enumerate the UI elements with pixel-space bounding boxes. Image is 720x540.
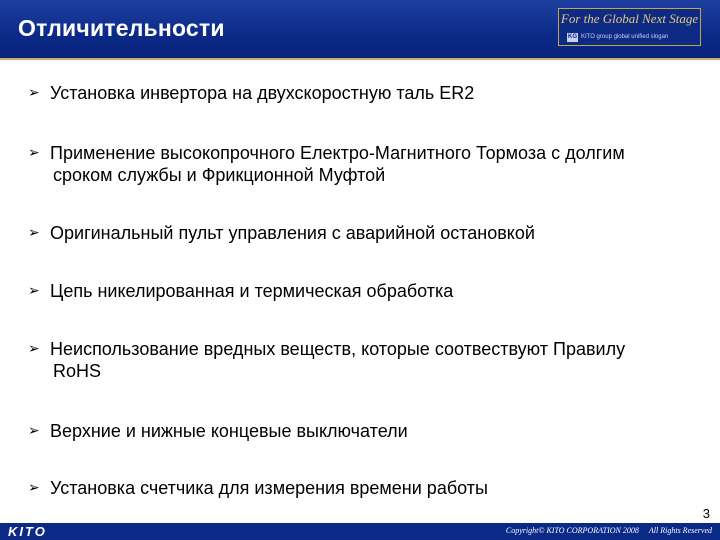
bullet-text — [50, 477, 710, 499]
bullet-line: Установка счетчика для измерения времени работы — [50, 478, 488, 498]
bullet-line: Неиспользование вредных веществ, которые соотвествуют Правилу — [50, 339, 626, 359]
arrow-bullet-icon: ➢ — [28, 341, 40, 357]
footer-copyright — [506, 526, 712, 535]
bullet-text — [50, 338, 710, 382]
bullet-line-continuation: RoHS — [53, 361, 102, 381]
footer-bar — [0, 523, 720, 540]
bullet-line: Установка инвертора на двухскоростную таль ER2 — [50, 83, 475, 103]
arrow-bullet-icon: ➢ — [28, 283, 40, 299]
arrow-bullet-icon: ➢ — [28, 85, 40, 101]
arrow-bullet-icon: ➢ — [28, 145, 40, 161]
header-divider — [0, 58, 720, 60]
header-bar — [0, 0, 720, 58]
badge-subtext: KITO group global unified slogan — [581, 34, 669, 40]
bullet-line: Верхние и нижные концевые выключатели — [50, 421, 408, 441]
badge-slogan: For the Global Next Stage — [560, 11, 699, 26]
rights-text: All Rights Reserved — [648, 526, 712, 535]
bullet-text — [50, 142, 710, 186]
arrow-bullet-icon: ➢ — [28, 480, 40, 496]
arrow-bullet-icon: ➢ — [28, 423, 40, 439]
bullet-line: Оригинальный пульт управления с аварийной остановкой — [50, 223, 535, 243]
bullet-line-continuation: сроком службы и Фрикционной Муфтой — [53, 165, 386, 185]
page-number: 3 — [702, 506, 710, 521]
bullet-text — [50, 82, 710, 104]
kito-logo: KITO — [8, 524, 47, 539]
kito-group-logo-icon: KG — [568, 33, 577, 40]
slide-title: Отличительности — [18, 15, 225, 41]
bullet-line: Цепь никелированная и термическая обработка — [50, 281, 454, 301]
arrow-bullet-icon: ➢ — [28, 225, 40, 241]
copyright-text: Copyright© KITO CORPORATION 2008 — [505, 526, 639, 535]
slogan-badge — [558, 8, 701, 46]
bullet-text — [50, 222, 710, 244]
bullet-line: Применение высокопрочного Електро-Магнитного Тормоза с долгим — [50, 143, 625, 163]
badge-subline — [567, 32, 668, 42]
bullet-text — [50, 280, 710, 302]
bullet-text — [50, 420, 710, 442]
